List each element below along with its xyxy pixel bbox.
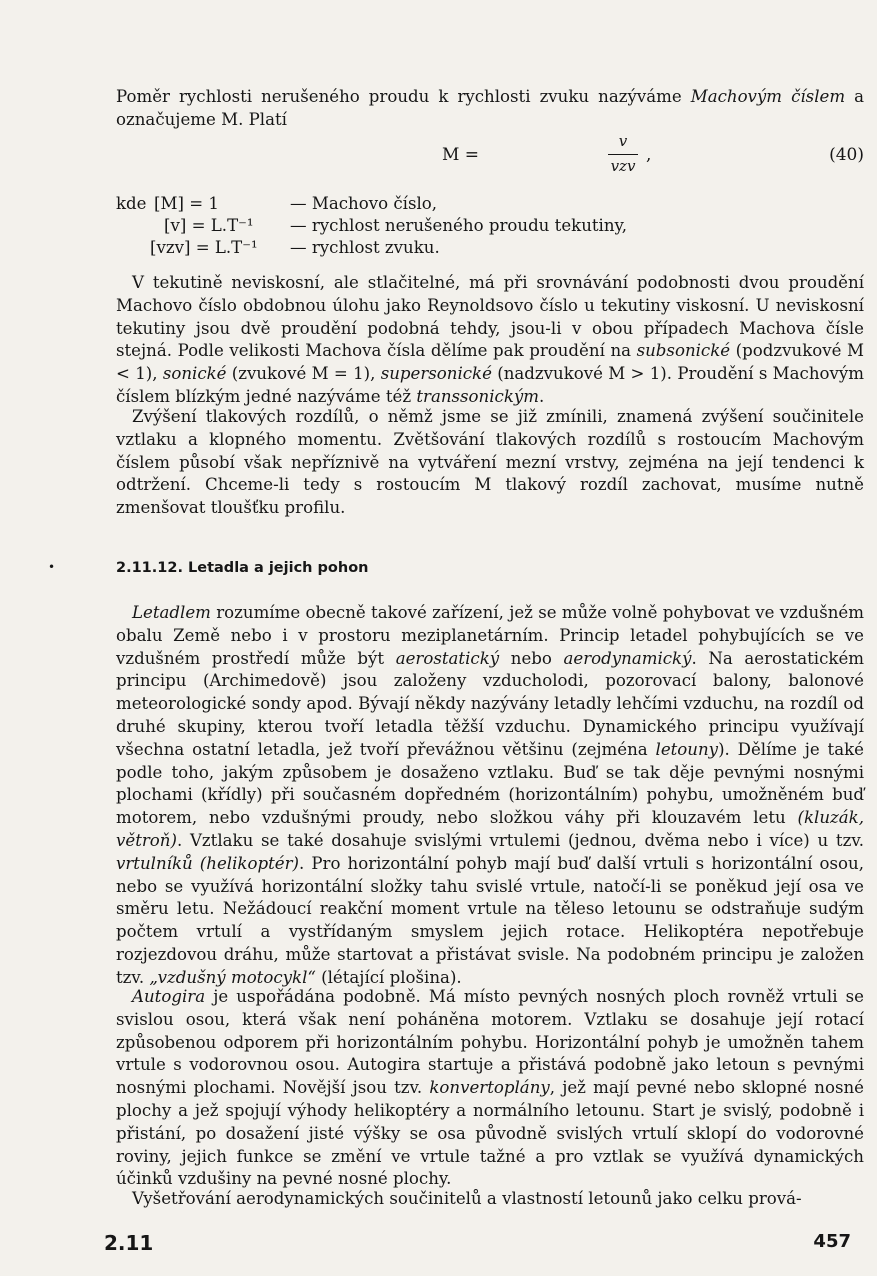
paragraph-continued (116, 1188, 864, 1211)
formula-comma: , (646, 145, 652, 165)
term: subsonické (636, 341, 731, 361)
paragraph-aircraft (116, 602, 864, 990)
definition-symbol: [M] = 1 (154, 194, 219, 213)
footer-section-number: 2.11 (104, 1231, 154, 1255)
margin-bullet: • (48, 560, 56, 574)
text: (létající plošina). (315, 967, 462, 987)
term: letouny (655, 739, 719, 759)
paragraph-autogira (116, 986, 864, 1191)
text: (zvukové M = 1), (226, 364, 381, 384)
term: transsonickým (416, 386, 539, 406)
text: (nadzvukové M > 1). Proudění s Machovým číslem blízkým jedné nazýváme též (116, 364, 864, 406)
paragraph-pressure (116, 406, 864, 520)
definition-value: — rychlost zvuku. (290, 238, 440, 257)
text: . (539, 386, 545, 406)
text: je uspořádána podobně. Má místo pevných nosných ploch rovněž vrtuli se svislou osou, která však není poháněna motorem. Vztlaku se dosahuje její rotací způsobenou odporem při horizontálním pohybu. Horizontální pohyb je umožněn tahem vrtule s vodorovnou osou. Autogira startuje a přistává podobně jako letoun s pevnými nosnými plochami. Novější jsou tzv. (116, 987, 864, 1098)
formula-fraction (608, 132, 638, 175)
term: Autogira (132, 987, 206, 1006)
text: V tekutině neviskosní, ale stlačitelné, má při srovnávání podobnosti dvou proudění Machovo číslo obdobnou úlohu jako Reynoldsovo číslo u tekutiny viskosní. U neviskosní tekutiny jsou dvě proudění podobná tehdy, jsou-li v obou případech Machova čísle stejná. Podle velikosti Machova čísla dělíme pak proudění na (116, 273, 864, 361)
definitions-kde: kde (116, 194, 147, 213)
definition-value: — Machovo číslo, (290, 194, 438, 213)
term: Letadlem (132, 603, 211, 622)
formula-denominator: vzv (610, 157, 636, 175)
paragraph-mach (116, 272, 864, 409)
intro-text: Poměr rychlosti nerušeného proudu k rychlosti zvuku nazýváme (116, 87, 691, 106)
formula-lhs: M = (442, 145, 480, 165)
page-number: 457 (813, 1231, 851, 1252)
term: aerostatický (395, 648, 500, 668)
definitions-list (116, 193, 676, 259)
paragraph-text: Vyšetřování aerodynamických součinitelů a vlastností letounů jako celku prová- (132, 1189, 802, 1208)
text: . Pro horizontální pohyb mají buď další vrtuli s horizontální osou, nebo se využívá horizontální složky tahu svislé vrtule, natočí-li se poněkud její osa ve směru letu. Nežádoucí reakční moment vrtule na těleso letounu se odstraňuje sudým počtem vrtulí a vystřídaným smyslem jejich rotace. Helikoptéra nepotřebuje rozjezdovou dráhu, může startovat a přistávat svisle. Na podobném principu je založen tzv. (116, 853, 864, 987)
mach-formula (116, 132, 864, 184)
fraction-bar (608, 154, 638, 155)
term: vrtulníků (helikoptér) (116, 853, 299, 873)
paragraph-text: Zvýšení tlakových rozdílů, o němž jsme se již zmínili, znamená zvýšení součinitele vztlaku a klopného momentu. Zvětšování tlakových rozdílů s rostoucím Machovým číslem působí však nepříznivě na vytváření mezní vrstvy, zejména na její tendenci k odtržení. Chceme-li tedy s rostoucím M tlakový rozdíl zachovat, musíme nutně zmenšovat tloušťku profilu. (116, 407, 864, 518)
definition-row (116, 237, 676, 259)
text: (podzvukové M < 1), (116, 341, 864, 384)
text: . Vztlaku se také dosahuje svislými vrtulemi (jednou, dvěma nebo i více) u tzv. (176, 830, 864, 850)
definition-row (116, 215, 676, 237)
text: rozumíme obecně takové zařízení, jež se může volně pohybovat ve vzdušném obalu Země nebo i v prostoru meziplanetárním. Princip letadel pohybujících se ve vzdušném prostředí může být (116, 603, 864, 668)
term: sonické (162, 364, 227, 384)
term: aerodynamický (563, 648, 692, 668)
term: „vzdušný motocykl“ (149, 967, 316, 987)
term: (kluzák, větroň) (116, 808, 864, 850)
intro-text-end: a označujeme M. Platí (116, 87, 864, 129)
intro-paragraph (116, 86, 864, 132)
section-heading: 2.11.12. Letadla a jejich pohon (116, 560, 369, 576)
intro-term: Machovým číslem (690, 87, 846, 106)
term: supersonické (380, 364, 492, 384)
text: , jež mají pevné nebo sklopné nosné plochy a jež spojují výhody helikoptéry a normálního letounu. Start je svislý, podobně i přistání, po dosažení jisté výšky se osa původně svislých vrtulí sklopí do vodorovné roviny, jejich funkce se změní ve vrtule tažné a pro vztlak se využívá dynamických účinků vzdušiny na pevné nosné plochy. (116, 1078, 864, 1189)
formula-numerator: v (618, 132, 628, 150)
definition-symbol: [vzv] = L.T⁻¹ (150, 238, 258, 257)
text: . Na aerostatickém principu (Archimedově) jsou založeny vzducholodi, pozorovací balony, balonové meteorologické sondy apod. Bývají někdy nazývány letadly lehčími vzduchu, na rozdíl od druhé skupiny, kterou tvoří letadla těžší vzduchu. Dynamického principu využívají všechna ostatní letadla, jež tvoří převážnou většinu (zejména (116, 648, 864, 759)
equation-number: (40) (829, 145, 864, 165)
definition-value: — rychlost nerušeného proudu tekutiny, (290, 216, 627, 235)
text: nebo (499, 648, 564, 668)
definition-row (116, 193, 676, 215)
text: ). Dělíme je také podle toho, jakým způsobem je dosaženo vztlaku. Buď se tak děje pevnými nosnými plochami (křídly) při současném dopředném (horizontálním) pohybu, umožněném buď motorem, nebo vzdušnými proudy, nebo složkou váhy při klouzavém letu (116, 739, 864, 828)
definition-symbol: [v] = L.T⁻¹ (164, 216, 254, 235)
term: konvertoplány (429, 1078, 550, 1098)
